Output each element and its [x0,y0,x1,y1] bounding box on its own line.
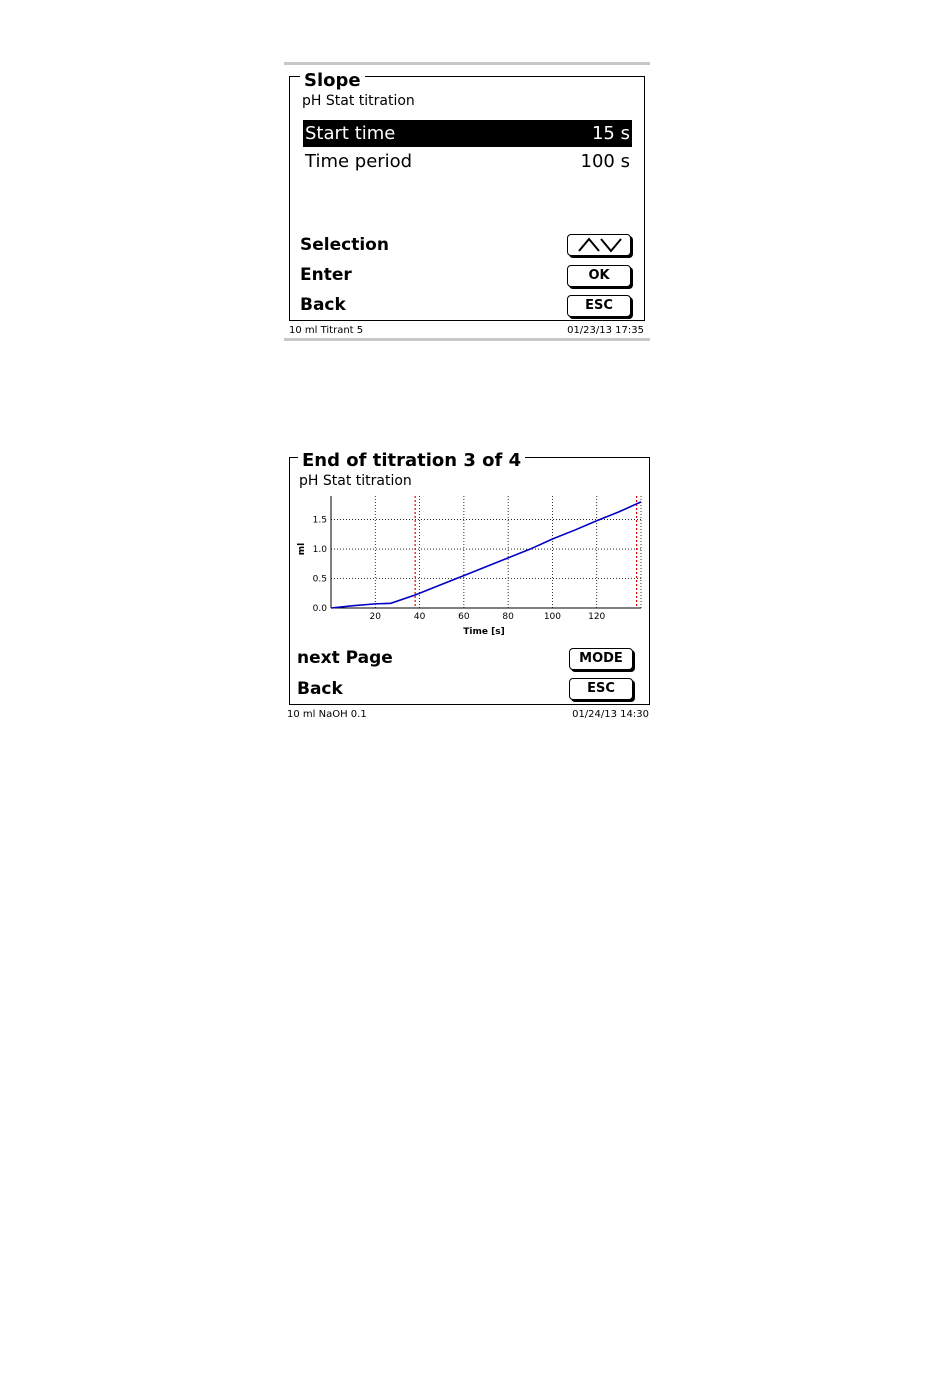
page-subtitle: pH Stat titration [299,473,412,489]
param-start-time[interactable] [303,120,632,147]
back-label: Back [297,679,343,699]
titration-curve-chart [294,491,648,641]
y-tick-label: 0.5 [312,574,327,585]
esc-key[interactable]: ESC [569,678,633,700]
up-down-arrows-icon [569,236,629,254]
status-titrant: 10 ml Titrant 5 [289,325,364,336]
slope-screen [284,62,650,342]
param-value: 15 s [591,123,630,144]
x-tick-label: 120 [588,612,606,622]
param-label: Time period [305,151,413,172]
esc-key[interactable]: ESC [567,295,631,317]
mode-key[interactable]: MODE [569,648,633,670]
x-tick-label: 80 [502,612,514,622]
enter-label: Enter [300,265,352,285]
top-rule [284,62,650,65]
x-axis-label: Time [s] [463,627,505,637]
status-titrant: 10 ml NaOH 0.1 [287,709,367,720]
titration-curve-line [331,502,641,608]
page-subtitle: pH Stat titration [302,93,415,109]
y-axis-label: ml [297,542,307,556]
status-datetime: 01/24/13 14:30 [572,709,649,720]
y-tick-label: 0.0 [312,604,327,614]
y-tick-label: 1.5 [312,515,327,526]
next-page-label: next Page [297,648,393,668]
x-tick-label: 20 [369,612,382,622]
param-time-period[interactable] [303,148,632,175]
selection-label: Selection [300,235,389,255]
x-tick-label: 60 [458,612,470,622]
status-datetime: 01/23/13 17:35 [567,325,644,336]
x-tick-label: 40 [413,612,426,622]
end-of-titration-screen [284,447,650,725]
param-value: 100 s [580,151,630,172]
bottom-rule [284,338,650,341]
y-tick-label: 1.0 [312,545,327,556]
x-tick-label: 100 [543,612,562,622]
page-title: Slope [300,71,365,91]
back-label: Back [300,295,346,315]
ok-key[interactable]: OK [567,265,631,287]
page-title: End of titration 3 of 4 [298,451,525,471]
param-label: Start time [305,123,396,144]
up-down-arrows-key[interactable] [567,234,631,256]
